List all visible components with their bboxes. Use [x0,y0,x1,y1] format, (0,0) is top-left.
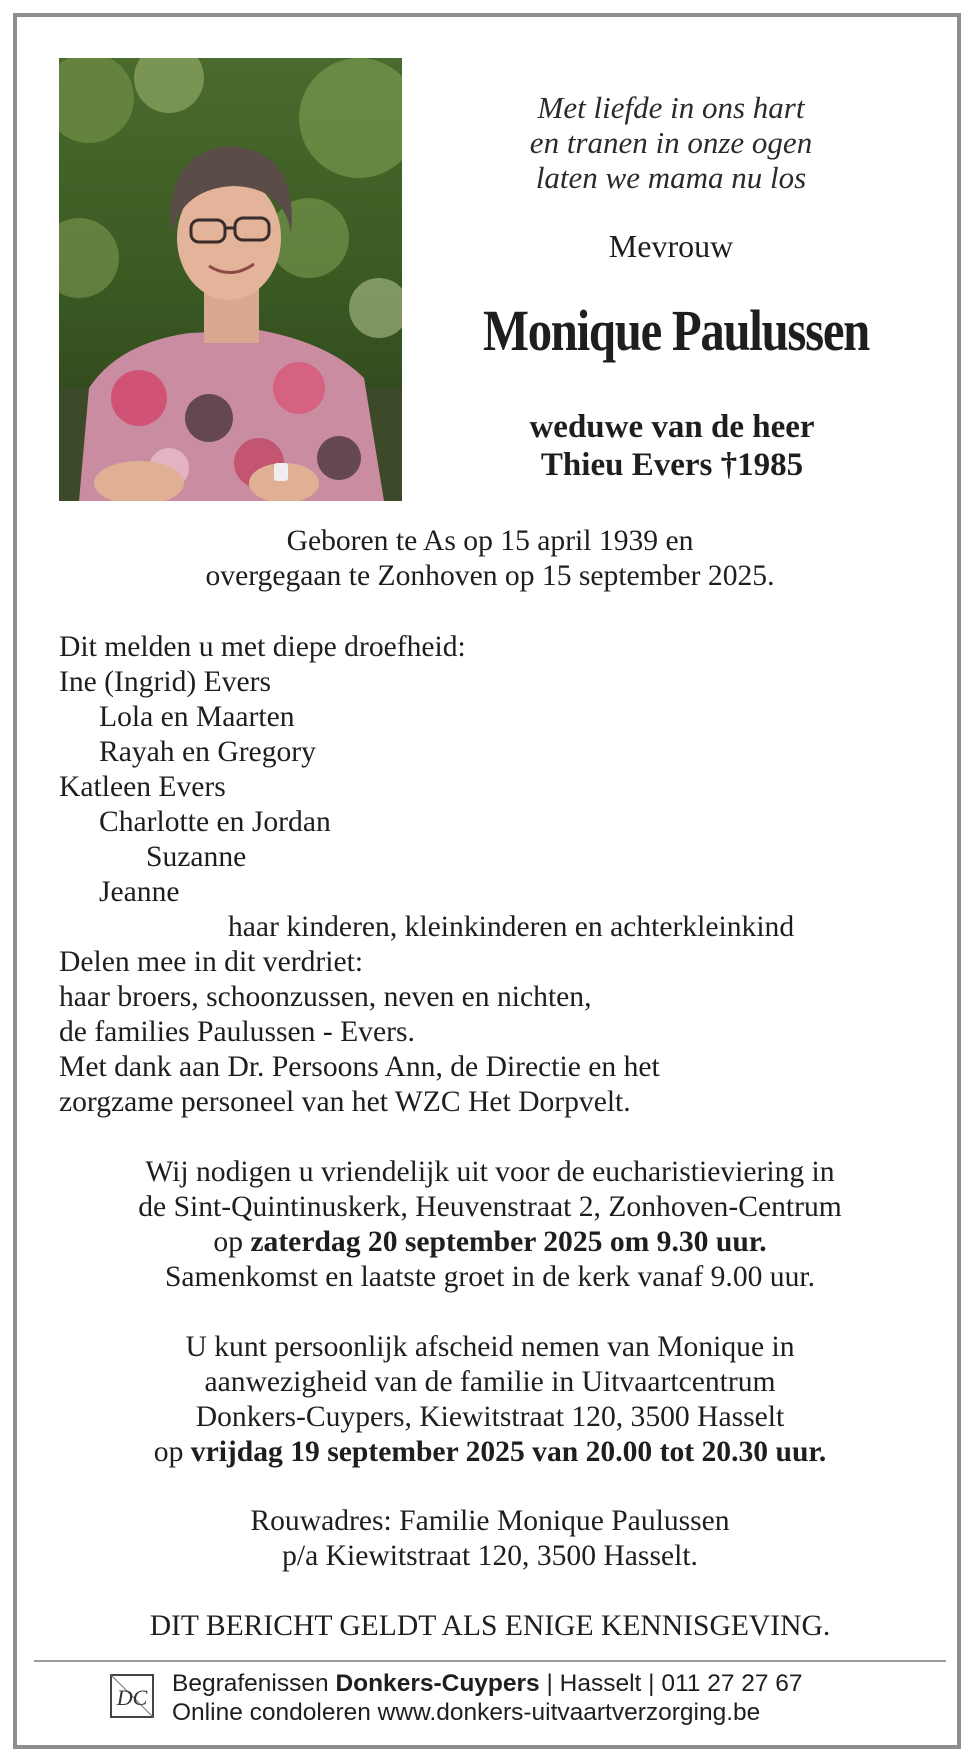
svg-text:DC: DC [116,1685,148,1710]
family-member: Ine (Ingrid) Evers [59,666,271,698]
family-member: Lola en Maarten [99,701,295,733]
born-line-2: overgegaan te Zonhoven op 15 september 2025. [205,560,775,592]
family-intro: Dit melden u met diepe droefheid: [59,631,466,663]
family-member: Katleen Evers [59,771,226,803]
poem-line-3: laten we mama nu los [535,160,807,195]
share-line: haar broers, schoonzussen, neven en nichten, [59,981,592,1013]
widow-line-2: Thieu Evers †1985 [540,447,804,483]
footer-website[interactable]: Online condoleren www.donkers-uitvaartverzorging.be [172,1699,761,1726]
deceased-name: Monique Paulussen [482,298,870,363]
footer-line-1: Begrafenissen Donkers-Cuypers | Hasselt | 011 27 27 67 [172,1670,803,1697]
family-member: Jeanne [99,876,180,908]
ceremony-line-2: de Sint-Quintinuskerk, Heuvenstraat 2, Zonhoven-Centrum [138,1191,842,1223]
address-line-1: Rouwadres: Familie Monique Paulussen [250,1505,730,1537]
share-intro: Delen mee in dit verdriet: [59,946,364,978]
farewell-line-4: op vrijdag 19 september 2025 van 20.00 tot 20.30 uur. [153,1436,827,1468]
family-member: Charlotte en Jordan [99,806,331,838]
family-member: Rayah en Gregory [99,736,316,768]
footer-divider [34,1660,946,1662]
widow-line-1: weduwe van de heer [529,409,815,445]
farewell-line-3: Donkers-Cuypers, Kiewitstraat 120, 3500 Hasselt [195,1401,785,1433]
farewell-line-1: U kunt persoonlijk afscheid nemen van Monique in [185,1331,795,1363]
share-line: zorgzame personeel van het WZC Het Dorpvelt. [59,1086,631,1118]
portrait-photo [59,58,402,501]
company-name: Donkers-Cuypers [335,1670,540,1697]
ceremony-datetime: zaterdag 20 september 2025 om 9.30 uur. [250,1226,767,1258]
share-line: de families Paulussen - Evers. [59,1016,415,1048]
ceremony-line-1: Wij nodigen u vriendelijk uit voor de eucharistieviering in [145,1156,835,1188]
salutation: Mevrouw [608,228,734,264]
ceremony-line-3: op zaterdag 20 september 2025 om 9.30 uur. [213,1226,767,1258]
farewell-line-2: aanwezigheid van de familie in Uitvaartcentrum [204,1366,776,1398]
ceremony-line-4: Samenkomst en laatste groet in de kerk vanaf 9.00 uur. [164,1261,816,1293]
born-line-1: Geboren te As op 15 april 1939 en [286,525,694,557]
company-logo [108,1672,156,1720]
family-relation: haar kinderen, kleinkinderen en achterkleinkind [228,911,795,943]
address-line-2: p/a Kiewitstraat 120, 3500 Hasselt. [282,1540,698,1572]
poem-line-2: en tranen in onze ogen [529,125,813,160]
notice: DIT BERICHT GELDT ALS ENIGE KENNISGEVING. [149,1610,831,1642]
poem-line-1: Met liefde in ons hart [537,90,805,125]
share-line: Met dank aan Dr. Persoons Ann, de Directie en het [59,1051,660,1083]
family-member: Suzanne [146,841,247,873]
farewell-datetime: vrijdag 19 september 2025 van 20.00 tot 20.30 uur. [190,1436,827,1468]
